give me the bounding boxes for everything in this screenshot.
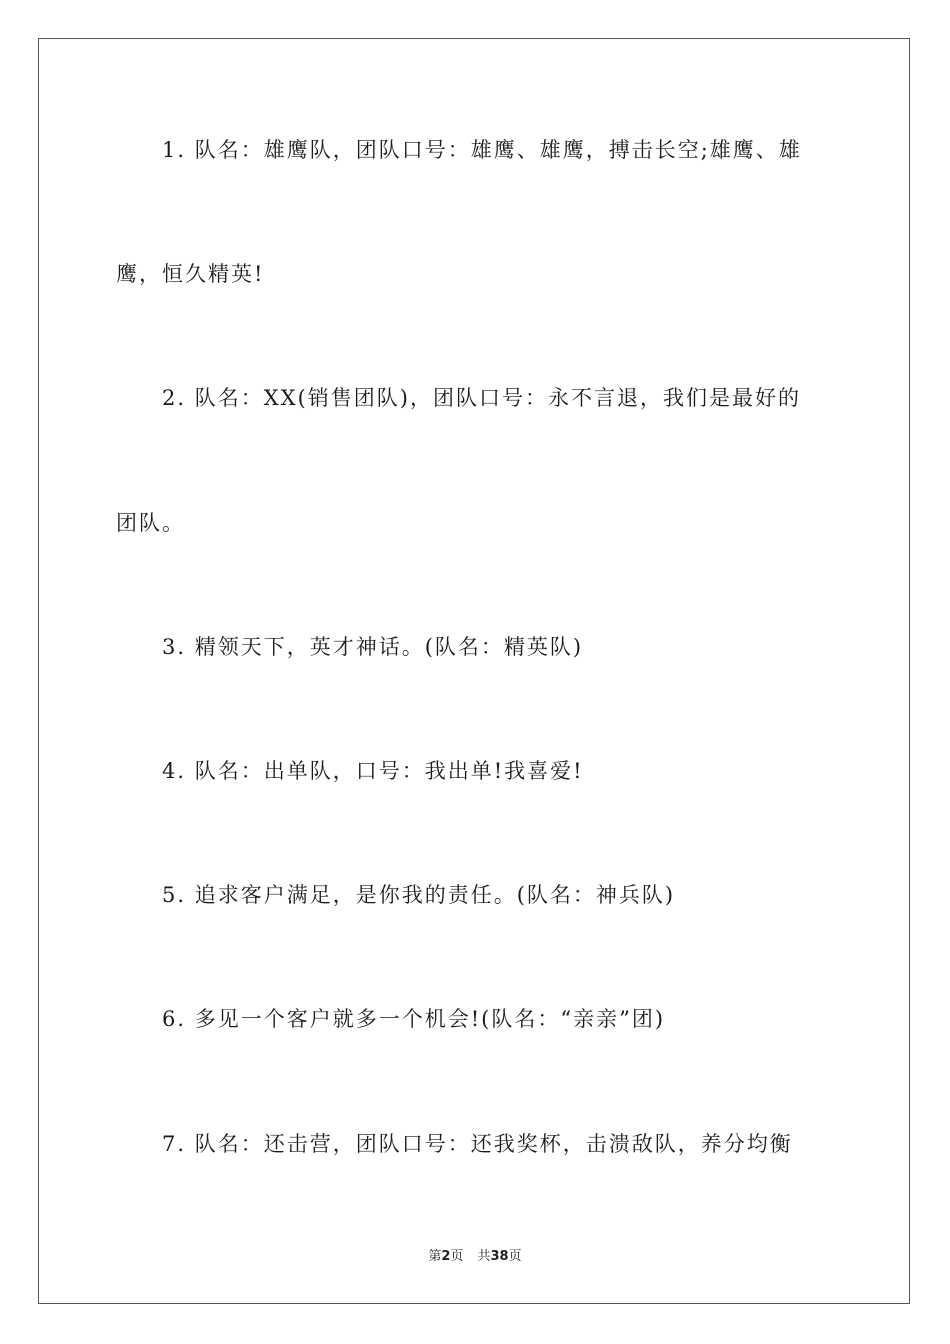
paragraph-line: 2. 队名：XX(销售团队)，团队口号：永不言退，我们是最好的 <box>162 386 801 410</box>
total-page-count: 38 <box>490 1249 509 1264</box>
total-suffix: 页 <box>508 1249 522 1264</box>
paragraph-line: 1. 队名：雄鹰队，团队口号：雄鹰、雄鹰，搏击长空;雄鹰、雄 <box>162 138 802 162</box>
paragraph-line: 7. 队名：还击营，团队口号：还我奖杯，击溃敌队，养分均衡 <box>162 1132 793 1156</box>
paragraph-line: 团队。 <box>116 511 185 535</box>
page-footer <box>0 1245 950 1264</box>
total-prefix: 共 <box>477 1249 491 1264</box>
page-prefix: 第 <box>428 1249 442 1264</box>
paragraph-line: 5. 追求客户满足，是你我的责任。(队名：神兵队) <box>162 883 676 907</box>
paragraph-line: 6. 多见一个客户就多一个机会!(队名：“亲亲”团) <box>162 1007 666 1031</box>
current-page-number: 2 <box>441 1249 451 1264</box>
page-border <box>38 38 910 1304</box>
paragraph-line: 鹰，恒久精英! <box>116 262 265 286</box>
paragraph-line: 4. 队名：出单队，口号：我出单!我喜爱! <box>162 759 584 783</box>
paragraph-line: 3. 精领天下，英才神话。(队名：精英队) <box>162 635 584 659</box>
page-suffix: 页 <box>450 1249 464 1264</box>
